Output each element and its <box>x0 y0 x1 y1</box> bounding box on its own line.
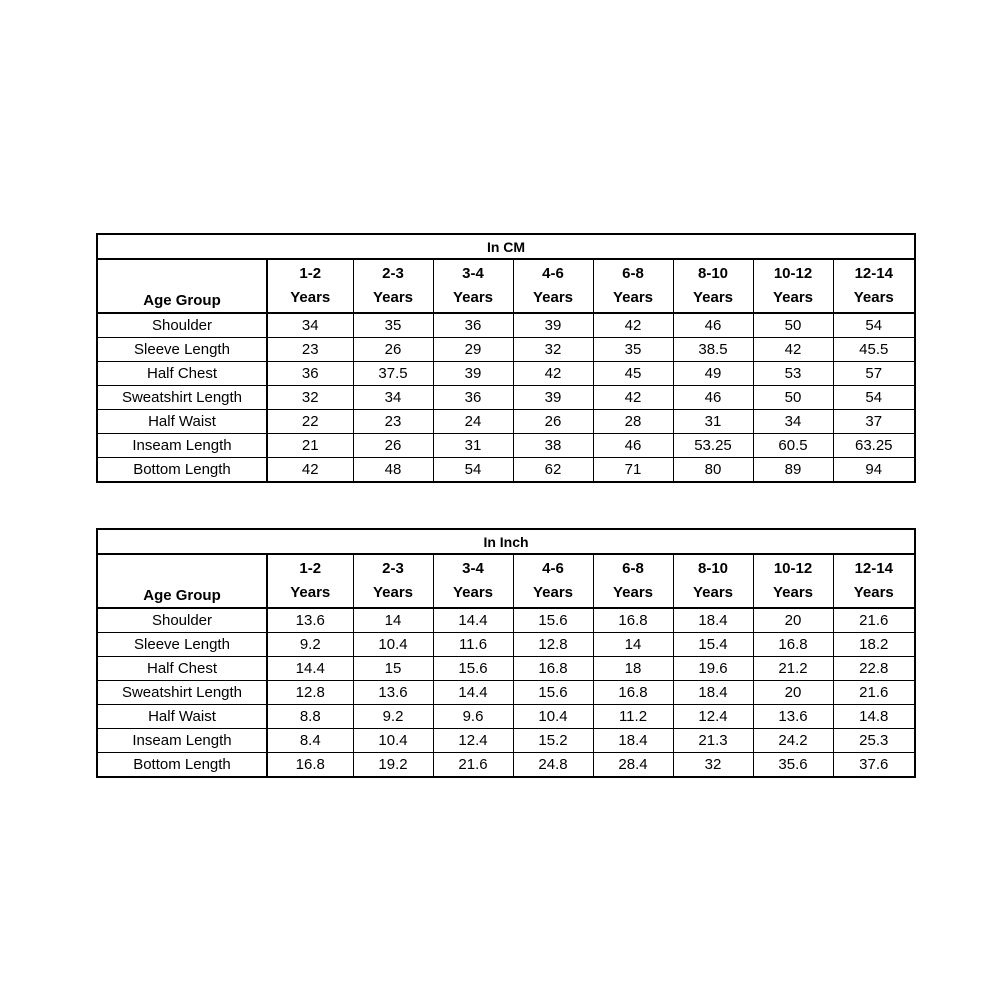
measurement-value: 50 <box>753 313 833 338</box>
measurement-value: 21.6 <box>833 681 915 705</box>
measurement-value: 25.3 <box>833 729 915 753</box>
table-body-inch <box>97 608 915 777</box>
measurement-value: 10.4 <box>513 705 593 729</box>
age-column-header: 1-2 Years <box>267 259 353 313</box>
measurement-value: 16.8 <box>593 681 673 705</box>
measurement-value: 15.6 <box>433 657 513 681</box>
age-column-header: 4-6 Years <box>513 554 593 608</box>
measurement-value: 16.8 <box>267 753 353 778</box>
measurement-value: 42 <box>593 386 673 410</box>
measurement-value: 15 <box>353 657 433 681</box>
measurement-value: 50 <box>753 386 833 410</box>
measurement-label: Half Waist <box>97 705 267 729</box>
measurement-value: 22 <box>267 410 353 434</box>
measurement-label: Inseam Length <box>97 434 267 458</box>
table-row <box>97 386 915 410</box>
age-column-header: 10-12 Years <box>753 259 833 313</box>
measurement-label: Sleeve Length <box>97 633 267 657</box>
measurement-value: 34 <box>267 313 353 338</box>
measurement-label: Shoulder <box>97 608 267 633</box>
measurement-value: 42 <box>513 362 593 386</box>
measurement-value: 18.4 <box>673 608 753 633</box>
table-row <box>97 434 915 458</box>
measurement-value: 39 <box>513 386 593 410</box>
measurement-label: Sleeve Length <box>97 338 267 362</box>
measurement-value: 39 <box>513 313 593 338</box>
measurement-value: 36 <box>433 313 513 338</box>
measurement-value: 15.6 <box>513 608 593 633</box>
age-group-header: Age Group <box>97 259 267 313</box>
age-column-header: 3-4 Years <box>433 259 513 313</box>
measurement-value: 18.4 <box>593 729 673 753</box>
measurement-value: 46 <box>673 386 753 410</box>
measurement-label: Bottom Length <box>97 458 267 483</box>
measurement-value: 8.8 <box>267 705 353 729</box>
age-group-header: Age Group <box>97 554 267 608</box>
age-column-header: 10-12 Years <box>753 554 833 608</box>
measurement-value: 23 <box>267 338 353 362</box>
age-column-header: 1-2 Years <box>267 554 353 608</box>
measurement-label: Half Chest <box>97 657 267 681</box>
measurement-label: Half Waist <box>97 410 267 434</box>
measurement-label: Inseam Length <box>97 729 267 753</box>
measurement-value: 12.8 <box>513 633 593 657</box>
table-row <box>97 410 915 434</box>
measurement-value: 11.6 <box>433 633 513 657</box>
measurement-value: 37.5 <box>353 362 433 386</box>
measurement-value: 36 <box>267 362 353 386</box>
table-row <box>97 458 915 483</box>
measurement-value: 31 <box>673 410 753 434</box>
measurement-value: 46 <box>593 434 673 458</box>
measurement-value: 21.3 <box>673 729 753 753</box>
table-title: In Inch <box>97 529 915 554</box>
measurement-value: 9.6 <box>433 705 513 729</box>
size-table-inch <box>96 528 916 778</box>
size-table-cm <box>96 233 916 483</box>
measurement-value: 29 <box>433 338 513 362</box>
measurement-value: 13.6 <box>353 681 433 705</box>
measurement-label: Sweatshirt Length <box>97 681 267 705</box>
measurement-value: 16.8 <box>753 633 833 657</box>
measurement-value: 45 <box>593 362 673 386</box>
age-column-header: 6-8 Years <box>593 554 673 608</box>
measurement-value: 9.2 <box>267 633 353 657</box>
measurement-value: 35 <box>353 313 433 338</box>
measurement-value: 94 <box>833 458 915 483</box>
measurement-value: 60.5 <box>753 434 833 458</box>
measurement-value: 23 <box>353 410 433 434</box>
measurement-value: 13.6 <box>753 705 833 729</box>
measurement-value: 62 <box>513 458 593 483</box>
measurement-value: 38.5 <box>673 338 753 362</box>
table-row <box>97 681 915 705</box>
measurement-value: 14 <box>353 608 433 633</box>
age-column-header: 12-14 Years <box>833 554 915 608</box>
measurement-value: 42 <box>753 338 833 362</box>
measurement-value: 28.4 <box>593 753 673 778</box>
age-column-header: 2-3 Years <box>353 554 433 608</box>
measurement-value: 57 <box>833 362 915 386</box>
table-row <box>97 753 915 778</box>
measurement-value: 26 <box>513 410 593 434</box>
measurement-value: 13.6 <box>267 608 353 633</box>
age-column-header: 3-4 Years <box>433 554 513 608</box>
measurement-value: 89 <box>753 458 833 483</box>
measurement-value: 20 <box>753 608 833 633</box>
measurement-value: 28 <box>593 410 673 434</box>
measurement-value: 12.8 <box>267 681 353 705</box>
age-column-header: 8-10 Years <box>673 259 753 313</box>
table-row <box>97 657 915 681</box>
table-row <box>97 313 915 338</box>
measurement-value: 53 <box>753 362 833 386</box>
measurement-value: 37.6 <box>833 753 915 778</box>
measurement-value: 32 <box>513 338 593 362</box>
measurement-value: 42 <box>267 458 353 483</box>
table-row <box>97 338 915 362</box>
measurement-value: 15.4 <box>673 633 753 657</box>
measurement-value: 80 <box>673 458 753 483</box>
measurement-value: 19.6 <box>673 657 753 681</box>
measurement-value: 24.2 <box>753 729 833 753</box>
measurement-value: 21 <box>267 434 353 458</box>
measurement-label: Half Chest <box>97 362 267 386</box>
measurement-value: 31 <box>433 434 513 458</box>
measurement-value: 22.8 <box>833 657 915 681</box>
measurement-value: 42 <box>593 313 673 338</box>
measurement-value: 24 <box>433 410 513 434</box>
measurement-value: 18.4 <box>673 681 753 705</box>
measurement-value: 16.8 <box>593 608 673 633</box>
measurement-value: 15.6 <box>513 681 593 705</box>
measurement-value: 19.2 <box>353 753 433 778</box>
measurement-value: 11.2 <box>593 705 673 729</box>
measurement-value: 46 <box>673 313 753 338</box>
measurement-value: 63.25 <box>833 434 915 458</box>
measurement-value: 36 <box>433 386 513 410</box>
measurement-value: 54 <box>433 458 513 483</box>
measurement-label: Sweatshirt Length <box>97 386 267 410</box>
measurement-value: 10.4 <box>353 729 433 753</box>
measurement-value: 45.5 <box>833 338 915 362</box>
measurement-value: 14.4 <box>267 657 353 681</box>
measurement-label: Bottom Length <box>97 753 267 778</box>
measurement-value: 32 <box>673 753 753 778</box>
table-row <box>97 729 915 753</box>
age-column-header: 12-14 Years <box>833 259 915 313</box>
measurement-value: 9.2 <box>353 705 433 729</box>
measurement-value: 14.4 <box>433 608 513 633</box>
measurement-value: 34 <box>353 386 433 410</box>
table-row <box>97 633 915 657</box>
measurement-value: 20 <box>753 681 833 705</box>
measurement-value: 34 <box>753 410 833 434</box>
measurement-value: 37 <box>833 410 915 434</box>
measurement-value: 24.8 <box>513 753 593 778</box>
measurement-value: 35.6 <box>753 753 833 778</box>
table-row <box>97 705 915 729</box>
measurement-value: 10.4 <box>353 633 433 657</box>
measurement-value: 18 <box>593 657 673 681</box>
measurement-value: 49 <box>673 362 753 386</box>
age-column-header: 2-3 Years <box>353 259 433 313</box>
measurement-value: 26 <box>353 338 433 362</box>
measurement-value: 21.6 <box>833 608 915 633</box>
table-row <box>97 362 915 386</box>
measurement-value: 48 <box>353 458 433 483</box>
table-body-cm <box>97 313 915 482</box>
measurement-value: 54 <box>833 386 915 410</box>
measurement-value: 8.4 <box>267 729 353 753</box>
measurement-value: 18.2 <box>833 633 915 657</box>
measurement-value: 35 <box>593 338 673 362</box>
measurement-value: 14.8 <box>833 705 915 729</box>
table-title: In CM <box>97 234 915 259</box>
measurement-value: 16.8 <box>513 657 593 681</box>
measurement-value: 21.6 <box>433 753 513 778</box>
measurement-label: Shoulder <box>97 313 267 338</box>
measurement-value: 12.4 <box>673 705 753 729</box>
measurement-value: 12.4 <box>433 729 513 753</box>
measurement-value: 38 <box>513 434 593 458</box>
table-row <box>97 608 915 633</box>
measurement-value: 26 <box>353 434 433 458</box>
measurement-value: 39 <box>433 362 513 386</box>
measurement-value: 21.2 <box>753 657 833 681</box>
age-column-header: 4-6 Years <box>513 259 593 313</box>
measurement-value: 14 <box>593 633 673 657</box>
measurement-value: 15.2 <box>513 729 593 753</box>
measurement-value: 53.25 <box>673 434 753 458</box>
age-column-header: 6-8 Years <box>593 259 673 313</box>
measurement-value: 14.4 <box>433 681 513 705</box>
age-column-header: 8-10 Years <box>673 554 753 608</box>
measurement-value: 54 <box>833 313 915 338</box>
measurement-value: 71 <box>593 458 673 483</box>
measurement-value: 32 <box>267 386 353 410</box>
